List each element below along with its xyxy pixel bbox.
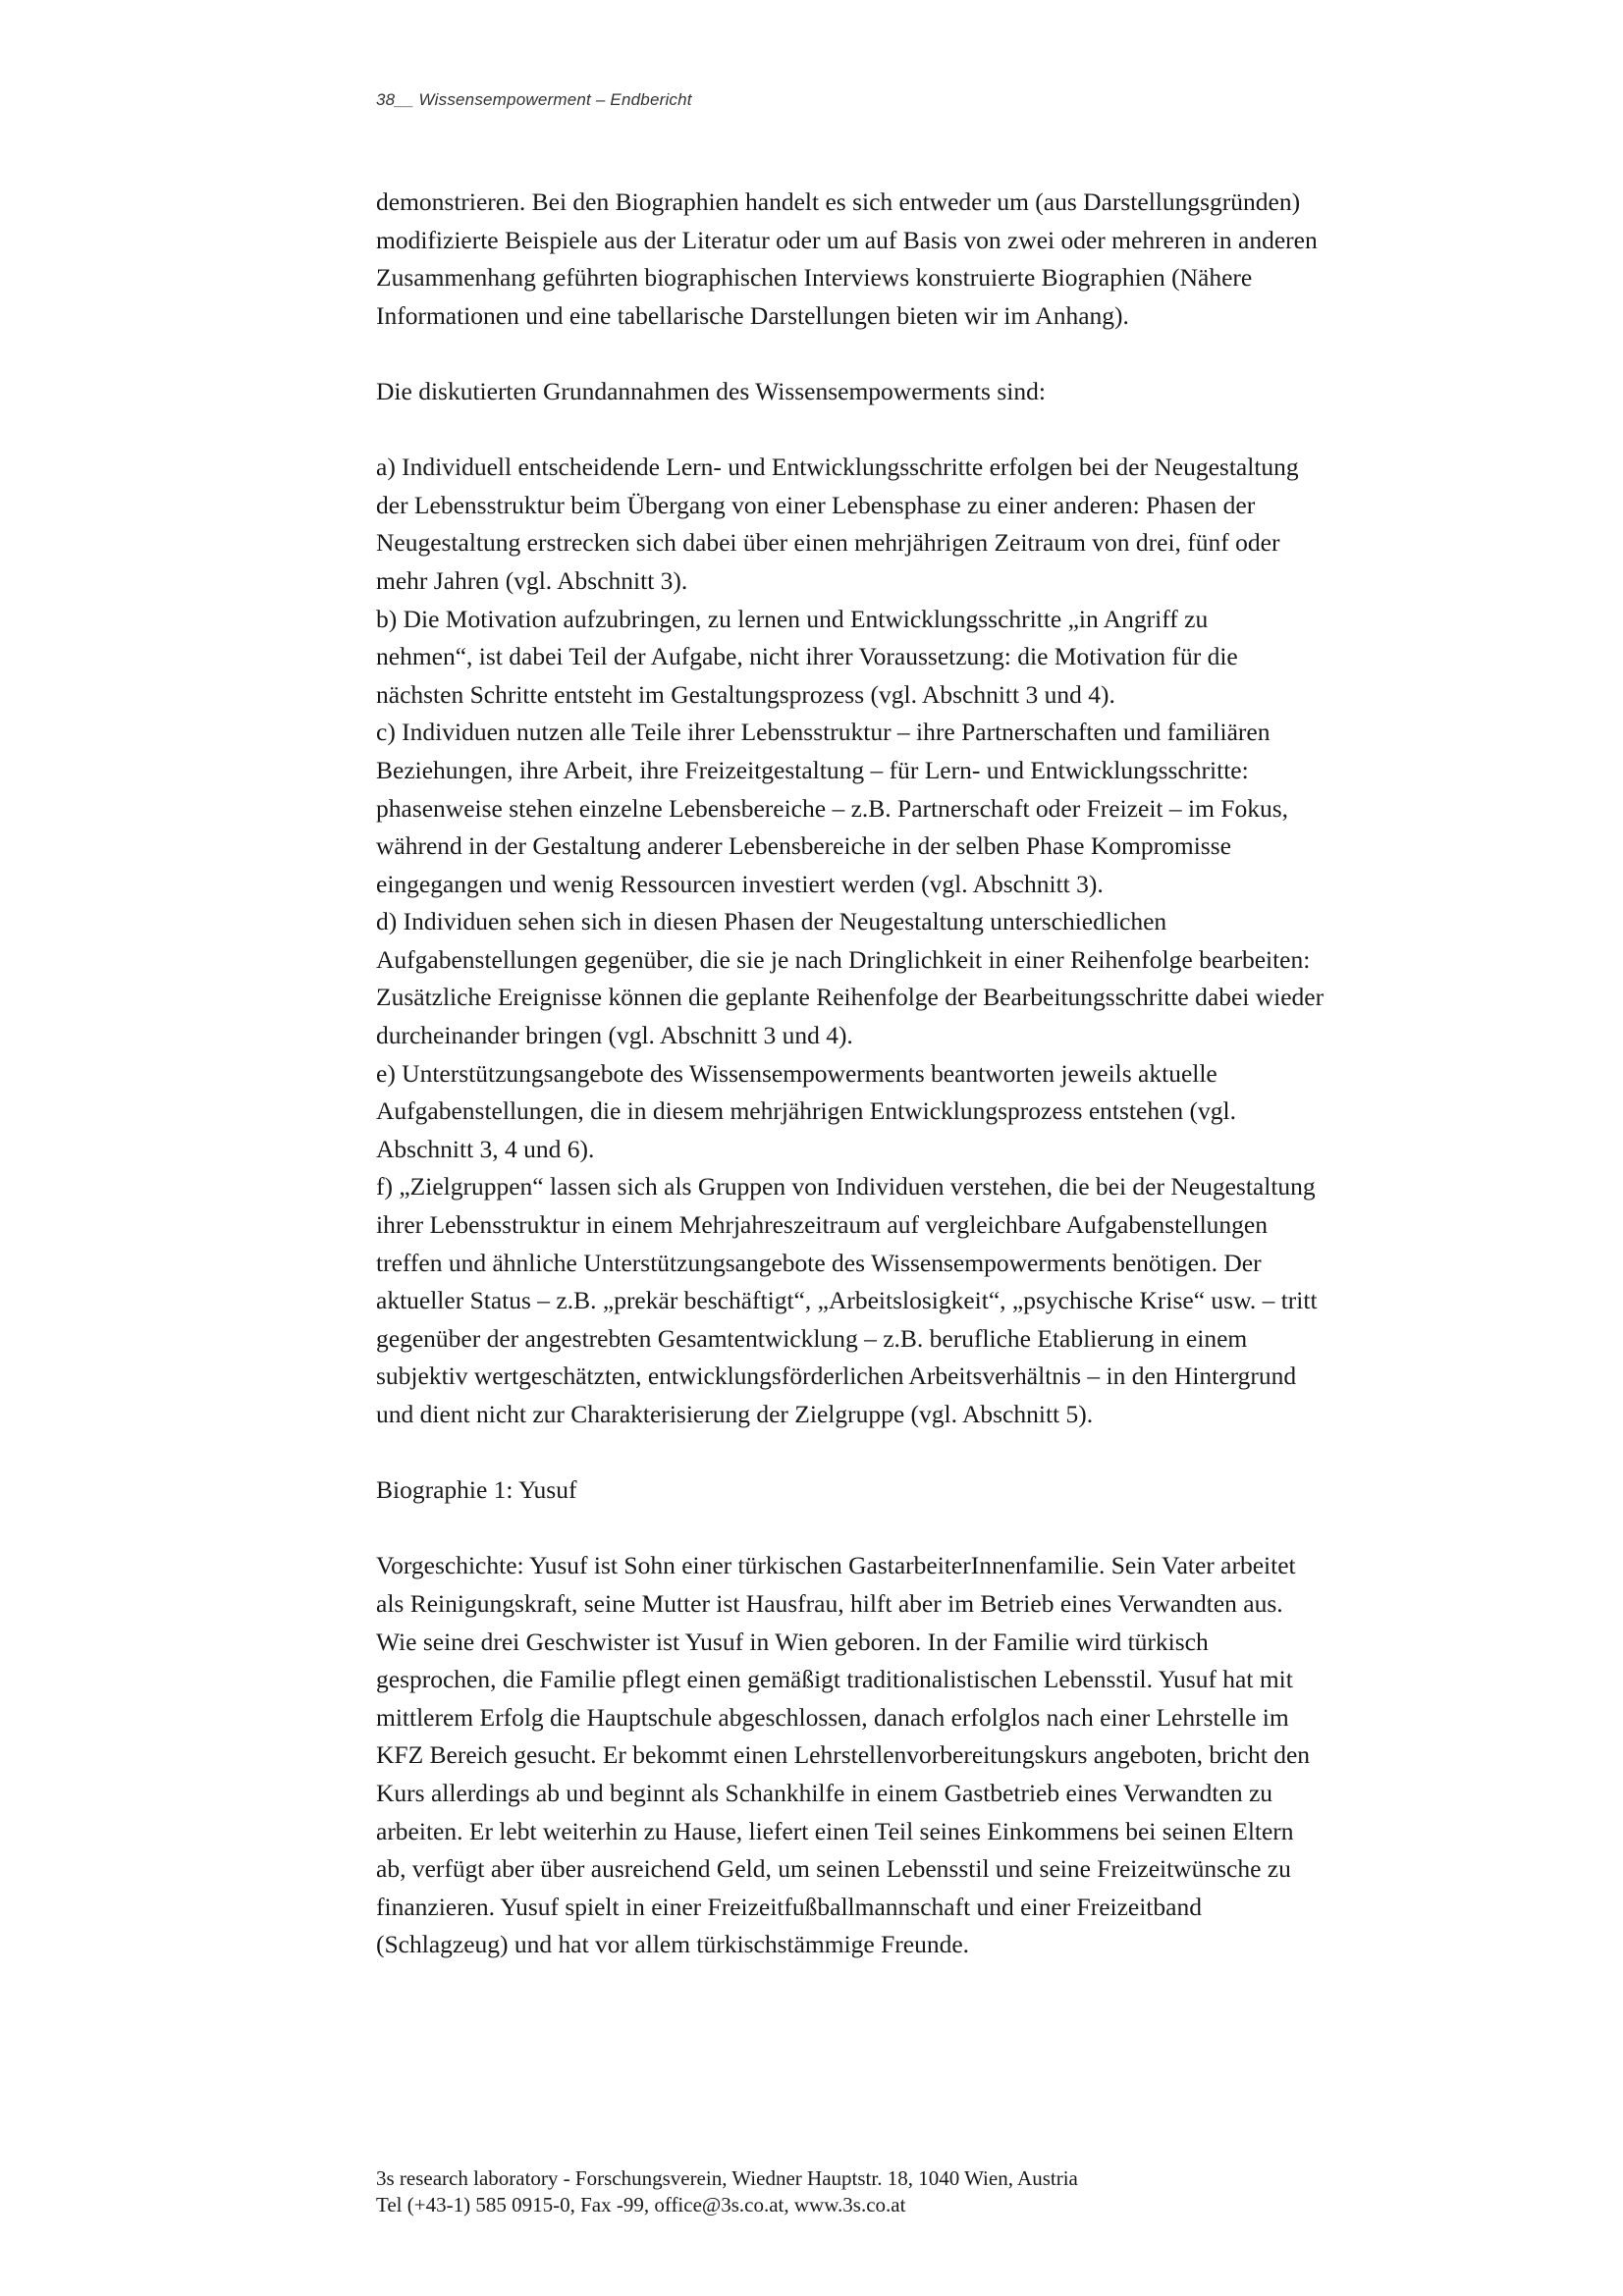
text-line: durcheinander bringen (vgl. Abschnitt 3 und 4). xyxy=(376,1021,853,1050)
text-line: und dient nicht zur Charakterisierung der Zielgruppe (vgl. Abschnitt 5). xyxy=(376,1400,1094,1428)
page-body xyxy=(376,184,1466,1964)
text-line: a) Individuell entscheidende Lern- und Entwicklungsschritte erfolgen bei der Neugestaltung xyxy=(376,453,1299,482)
text-line: Aufgabenstellungen, die in diesem mehrjährigen Entwicklungsprozess entstehen (vgl. xyxy=(376,1096,1236,1126)
text-line: Beziehungen, ihre Arbeit, ihre Freizeitgestaltung – für Lern- und Entwicklungsschritte: xyxy=(376,755,1249,784)
text-line: c) Individuen nutzen alle Teile ihrer Lebensstruktur – ihre Partnerschaften und familiären xyxy=(376,718,1271,747)
text-line: während in der Gestaltung anderer Lebensbereiche in der selben Phase Kompromisse xyxy=(376,831,1231,861)
text-line: Neugestaltung erstrecken sich dabei über einen mehrjährigen Zeitraum von drei, fünf oder xyxy=(376,528,1280,558)
text-line: nächsten Schritte entsteht im Gestaltungsprozess (vgl. Abschnitt 3 und 4). xyxy=(376,679,1115,709)
text-line: demonstrieren. Bei den Biographien handelt es sich entweder um (aus Darstellungsgründen) xyxy=(376,187,1301,216)
text-line: Kurs allerdings ab und beginnt als Schankhilfe in einem Gastbetrieb eines Verwandten zu xyxy=(376,1778,1273,1807)
text-line: treffen und ähnliche Unterstützungsangebote des Wissensempowerments benötigen. Der xyxy=(376,1248,1262,1277)
text-line: subjektiv wertgeschätzten, entwicklungsförderlichen Arbeitsverhältnis – in den Hintergrund xyxy=(376,1362,1297,1391)
footer-address: 3s research laboratory - Forschungsverein, Wiedner Hauptstr. 18, 1040 Wien, Austria xyxy=(376,2166,1078,2190)
biography-paragraph xyxy=(376,1547,1466,1964)
text-line: Zusätzliche Ereignisse können die geplante Reihenfolge der Bearbeitungsschritte dabei wieder xyxy=(376,983,1325,1012)
text-line: aktueller Status – z.B. „prekär beschäftigt“, „Arbeitslosigkeit“, „psychische Krise“ usw. – tritt xyxy=(376,1286,1318,1315)
text-line: b) Die Motivation aufzubringen, zu lernen und Entwicklungsschritte „in Angriff zu xyxy=(376,604,1209,633)
text-line: mittlerem Erfolg die Hauptschule abgeschlossen, danach erfolglos nach einer Lehrstelle im xyxy=(376,1702,1289,1732)
text-line: gesprochen, die Familie pflegt einen gemäßigt traditionalistischen Lebensstil. Yusuf hat mit xyxy=(376,1665,1293,1694)
running-header: 38__ Wissensempowerment – Endbericht xyxy=(376,90,692,109)
text-line: d) Individuen sehen sich in diesen Phasen der Neugestaltung unterschiedlichen xyxy=(376,907,1167,936)
text-line: Wie seine drei Geschwister ist Yusuf in Wien geboren. In der Familie wird türkisch xyxy=(376,1627,1209,1656)
text-line: ab, verfügt aber über ausreichend Geld, um seinen Lebensstil und seine Freizeitwünsche zu xyxy=(376,1854,1291,1884)
text-line: e) Unterstützungsangebote des Wissensempowerments beantworten jeweils aktuelle xyxy=(376,1058,1217,1088)
text-line: f) „Zielgruppen“ lassen sich als Gruppen von Individuen verstehen, die bei der Neugestaltung xyxy=(376,1172,1316,1201)
text-line: gegenüber der angestrebten Gesamtentwicklung – z.B. berufliche Etablierung in einem xyxy=(376,1323,1248,1353)
assumptions-heading: Die diskutierten Grundannahmen des Wissensempowerments sind: xyxy=(376,376,1046,405)
text-line: nehmen“, ist dabei Teil der Aufgabe, nicht ihrer Voraussetzung: die Motivation für die xyxy=(376,642,1238,671)
text-line: phasenweise stehen einzelne Lebensbereiche – z.B. Partnerschaft oder Freizeit – im Fokus, xyxy=(376,793,1289,823)
text-line: Informationen und eine tabellarische Darstellungen bieten wir im Anhang). xyxy=(376,300,1129,330)
text-line: modifizierte Beispiele aus der Literatur oder um auf Basis von zwei oder mehreren in anderen xyxy=(376,225,1318,254)
text-line: Abschnitt 3, 4 und 6). xyxy=(376,1134,595,1163)
biography-heading: Biographie 1: Yusuf xyxy=(376,1475,577,1505)
text-line: eingegangen und wenig Ressourcen investiert werden (vgl. Abschnitt 3). xyxy=(376,869,1104,898)
footer-contact: Tel (+43-1) 585 0915-0, Fax -99, office@3s.co.at, www.3s.co.at xyxy=(376,2193,906,2216)
text-line: ihrer Lebensstruktur in einem Mehrjahreszeitraum auf vergleichbare Aufgabenstellungen xyxy=(376,1210,1268,1240)
intro-paragraph xyxy=(376,184,1466,335)
page-footer xyxy=(376,2165,1078,2218)
text-line: mehr Jahren (vgl. Abschnitt 3). xyxy=(376,565,688,595)
text-line: finanzieren. Yusuf spielt in einer Freizeitfußballmannschaft und einer Freizeitband xyxy=(376,1892,1202,1921)
text-line: Zusammenhang geführten biographischen Interviews konstruierte Biographien (Nähere xyxy=(376,263,1253,293)
assumptions-list xyxy=(376,449,1466,1433)
text-line: als Reinigungskraft, seine Mutter ist Hausfrau, hilft aber im Betrieb eines Verwandten aus. xyxy=(376,1588,1283,1618)
text-line: der Lebensstruktur beim Übergang von einer Lebensphase zu einer anderen: Phasen der xyxy=(376,490,1256,519)
text-line: Aufgabenstellungen gegenüber, die sie je nach Dringlichkeit in einer Reihenfolge bearbeiten: xyxy=(376,944,1311,974)
text-line: Vorgeschichte: Yusuf ist Sohn einer türkischen GastarbeiterInnenfamilie. Sein Vater arbeitet xyxy=(376,1551,1296,1580)
text-line: (Schlagzeug) und hat vor allem türkischstämmige Freunde. xyxy=(376,1930,970,1959)
text-line: KFZ Bereich gesucht. Er bekommt einen Lehrstellenvorbereitungskurs angeboten, bricht den xyxy=(376,1740,1311,1770)
text-line: arbeiten. Er lebt weiterhin zu Hause, liefert einen Teil seines Einkommens bei seinen Eltern xyxy=(376,1816,1294,1845)
